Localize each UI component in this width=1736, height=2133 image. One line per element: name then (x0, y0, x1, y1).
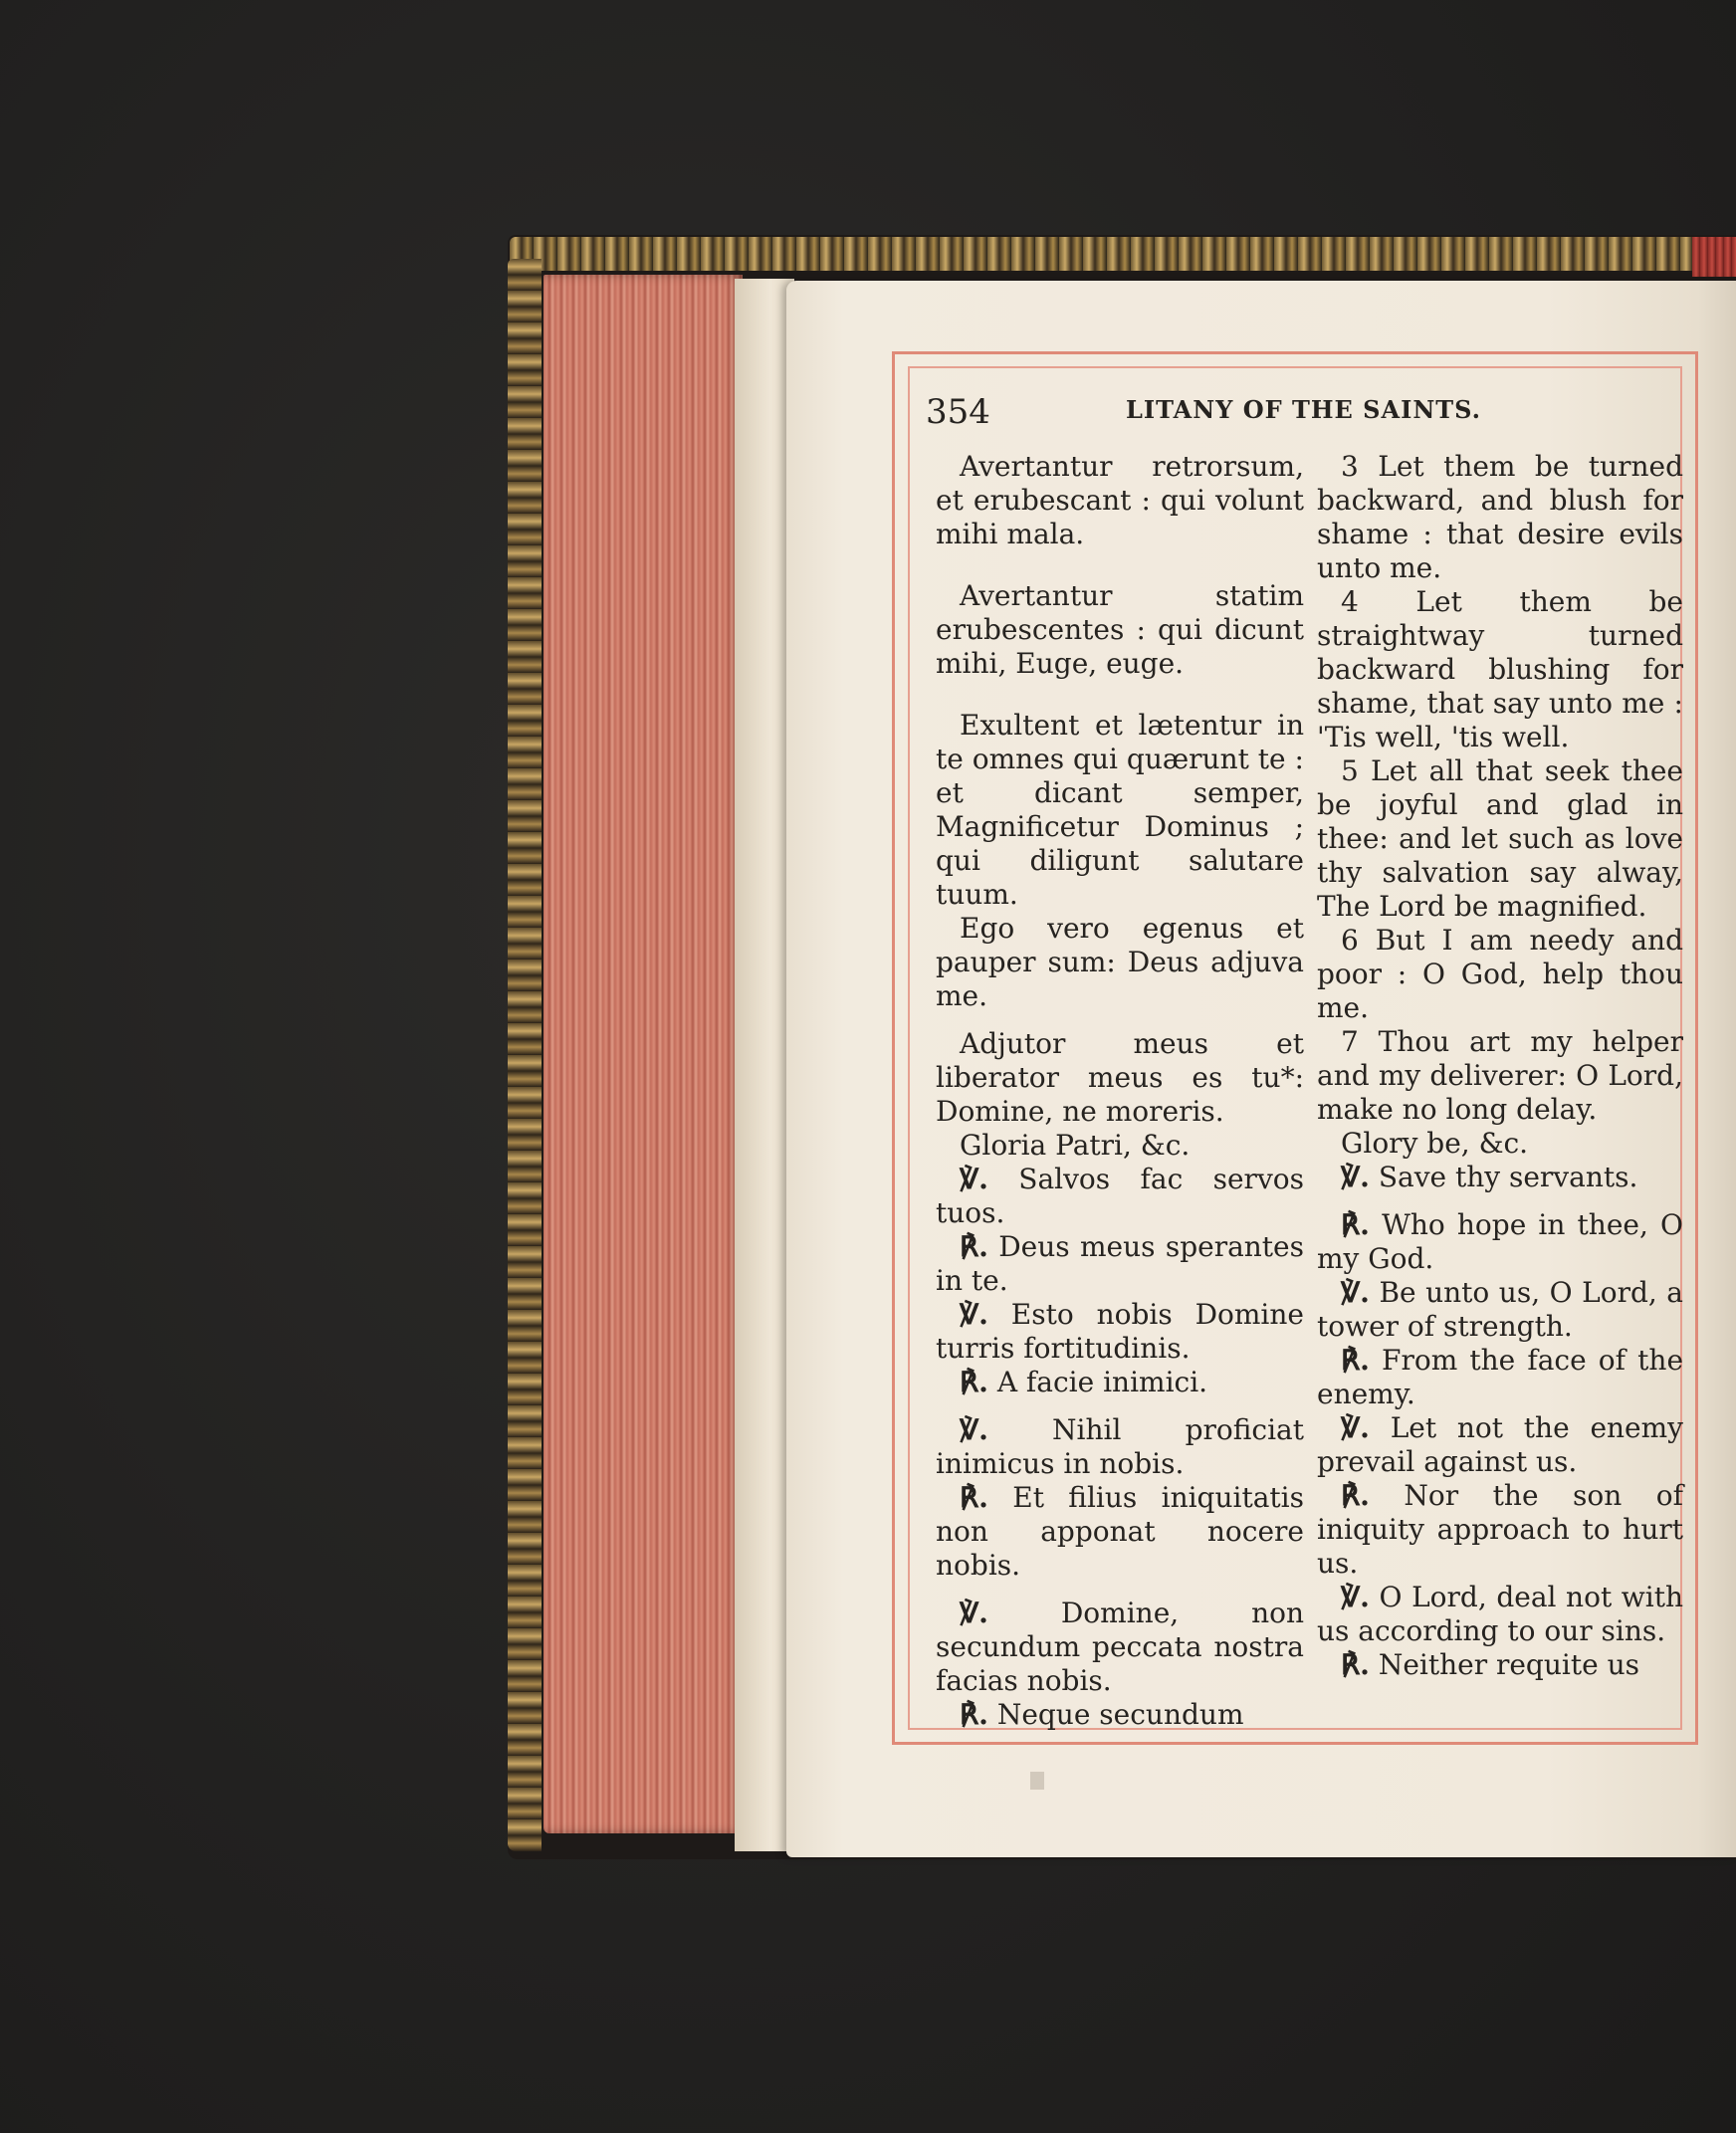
latin-column (936, 450, 1304, 1732)
versicle-symbol: ℣. (960, 1597, 988, 1629)
english-response: ℟. From the face of the enemy. (1317, 1344, 1684, 1410)
versicle-symbol: ℣. (1341, 1581, 1370, 1613)
english-response: ℟. Who hope in thee, O my God. (1317, 1208, 1683, 1275)
english-versicle: ℣. O Lord, deal not with us according to our sins. (1317, 1581, 1683, 1647)
latin-paragraph: Ego vero egenus et pauper sum: Deus adjuva me. (936, 912, 1304, 1012)
english-versicle: ℣. Save thy servants. (1341, 1161, 1638, 1193)
running-head: LITANY OF THE SAINTS. (1126, 395, 1481, 424)
english-versicle: ℣. Let not the enemy prevail against us. (1317, 1411, 1683, 1478)
page-smudge (1030, 1772, 1044, 1790)
english-column (1317, 450, 1683, 1682)
versicle-symbol: ℣. (1341, 1276, 1370, 1309)
bookmark-ribbon (1692, 237, 1736, 277)
latin-response: ℟. Neque secundum (960, 1698, 1244, 1731)
page-edges (543, 275, 743, 1833)
english-paragraph: 7 Thou art my helper and my deliverer: O Lord, make no long delay. (1317, 1025, 1683, 1126)
latin-versicle: ℣. Nihil proficiat inimicus in nobis. (936, 1413, 1304, 1480)
latin-response: ℟. Deus meus sperantes in te. (936, 1230, 1304, 1297)
latin-paragraph: Avertantur retrorsum, et erubescant : qui volunt mihi mala. (936, 450, 1304, 550)
response-symbol: ℟. (1341, 1208, 1370, 1241)
english-paragraph: 6 But I am needy and poor : O God, help thou me. (1317, 924, 1683, 1024)
response-symbol: ℟. (960, 1366, 988, 1398)
english-paragraph: 3 Let them be turned backward, and blush for shame : that desire evils unto me. (1317, 450, 1683, 584)
versicle-symbol: ℣. (1341, 1411, 1370, 1444)
response-symbol: ℟. (1341, 1479, 1370, 1512)
latin-paragraph: Gloria Patri, &c. (960, 1129, 1191, 1162)
latin-versicle: ℣. Esto nobis Domine turris fortitudinis. (936, 1298, 1304, 1365)
english-response: ℟. Neither requite us (1341, 1648, 1639, 1681)
versicle-symbol: ℣. (960, 1413, 988, 1446)
response-symbol: ℟. (960, 1698, 988, 1731)
latin-paragraph: Exultent et lætentur in te omnes qui quærunt te : et dicant semper, Magnificetur Dominus ; qui diligunt salutare tuum. (936, 709, 1304, 911)
english-response: ℟. Nor the son of iniquity approach to hurt us. (1317, 1479, 1684, 1580)
latin-response: ℟. A facie inimici. (960, 1366, 1208, 1398)
latin-paragraph: Avertantur statim erubescentes : qui dicunt mihi, Euge, euge. (936, 579, 1304, 680)
versicle-symbol: ℣. (960, 1163, 988, 1195)
versicle-symbol: ℣. (960, 1298, 988, 1331)
english-versicle: ℣. Be unto us, O Lord, a tower of strength. (1317, 1276, 1683, 1343)
response-symbol: ℟. (1341, 1344, 1370, 1377)
english-paragraph: 5 Let all that seek thee be joyful and glad in thee: and let such as love thy salvation say alway, The Lord be magnified. (1317, 754, 1683, 923)
latin-response: ℟. Et filius iniquitatis non apponat nocere nobis. (936, 1481, 1304, 1582)
page-underlay (735, 279, 794, 1851)
response-symbol: ℟. (960, 1481, 988, 1514)
latin-paragraph: Adjutor meus et liberator meus es tu*: Domine, ne moreris. (936, 1027, 1304, 1128)
response-symbol: ℟. (1341, 1648, 1370, 1681)
latin-versicle: ℣. Domine, non secundum peccata nostra facias nobis. (936, 1597, 1305, 1697)
gilt-border-top (510, 237, 1736, 271)
response-symbol: ℟. (960, 1230, 988, 1263)
versicle-symbol: ℣. (1341, 1161, 1370, 1193)
english-paragraph: 4 Let them be straightway turned backward blushing for shame, that say unto me : 'Tis well, 'tis well. (1317, 585, 1683, 753)
latin-versicle: ℣. Salvos fac servos tuos. (936, 1163, 1304, 1229)
page-number: 354 (926, 392, 990, 432)
gilt-border-left (508, 259, 542, 1851)
english-paragraph: Glory be, &c. (1341, 1127, 1529, 1160)
